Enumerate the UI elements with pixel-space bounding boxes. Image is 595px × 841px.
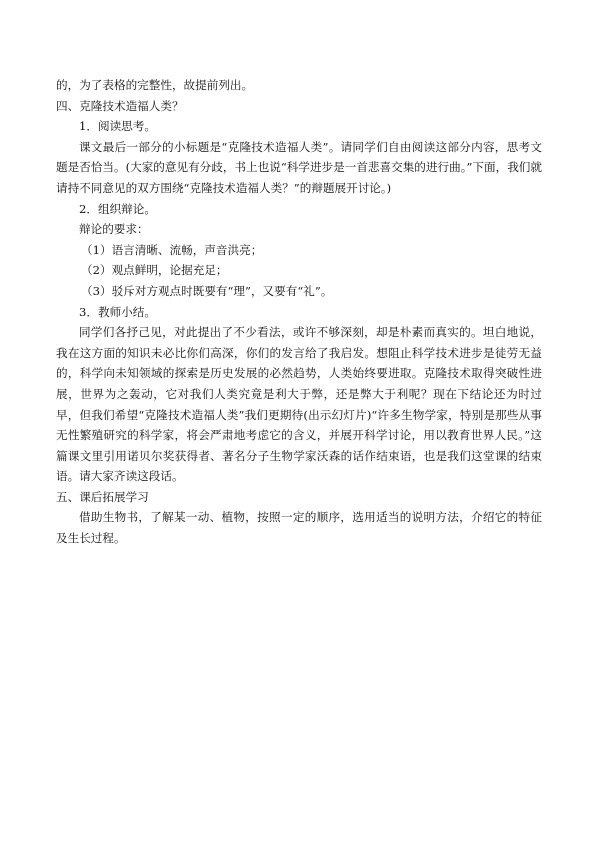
paragraph: 同学们各抒己见，对此提出了不少看法，或许不够深刻，却是朴素而真实的。坦白地说，我在这方面的知识未必比你们高深，你们的发言给了我启发。想阻止科学技术进步是徒劳无益的，科学向未知领域的探索是历史发展的必然趋势，人类始终要进取。克隆技术取得突破性进展，世界为之轰动，它对我们人类究竟是利大于弊，还是弊大于利呢？现在下结论还为时过早，但我们希望“克隆技术造福人类”我们更期待(出示幻灯片)“许多生物学家，特别是那些从事无性繁殖研究的科学家，将会严肃地考虑它的含义，并展开科学讨论，用以教育世界人民。”这篇课文里引用诺贝尔奖获得者、著名分子生物学家沃森的话作结束语，也是我们这堂课的结束语。请大家齐读这段话。 [56, 325, 542, 484]
list-item: （3）驳斥对方观点时既要有“理”，又要有“礼”。 [81, 283, 333, 298]
text-line: 的，为了表格的完整性，故提前列出。 [56, 78, 254, 92]
subsection-heading: 3．教师小结。 [79, 304, 156, 319]
text-line: 辩论的要求： [79, 222, 149, 237]
subsection-heading: 2．组织辩论。 [79, 201, 156, 216]
section-heading: 四、克隆技术造福人类？ [56, 98, 184, 113]
list-item: （1）语言清晰、流畅，声音洪亮； [81, 242, 263, 257]
document-body [56, 75, 542, 549]
subsection-heading: 1．阅读思考。 [79, 119, 156, 134]
list-item: （2）观点鲜明，论据充足； [81, 263, 228, 278]
paragraph: 课文最后一部分的小标题是“克隆技术造福人类”。请同学们自由阅读这部分内容，思考文题是否恰当。(大家的意见有分歧，书上也说“科学进步是一首悲喜交集的进行曲。”下面，我们就请持不同意见的双方围绕“克隆技术造福人类？”的辩题展开讨论。) [56, 139, 542, 195]
section-heading: 五、课后拓展学习 [56, 489, 149, 504]
paragraph: 借助生物书，了解某一动、植物，按照一定的顺序，选用适当的说明方法，介绍它的特征及生长过程。 [56, 510, 542, 546]
